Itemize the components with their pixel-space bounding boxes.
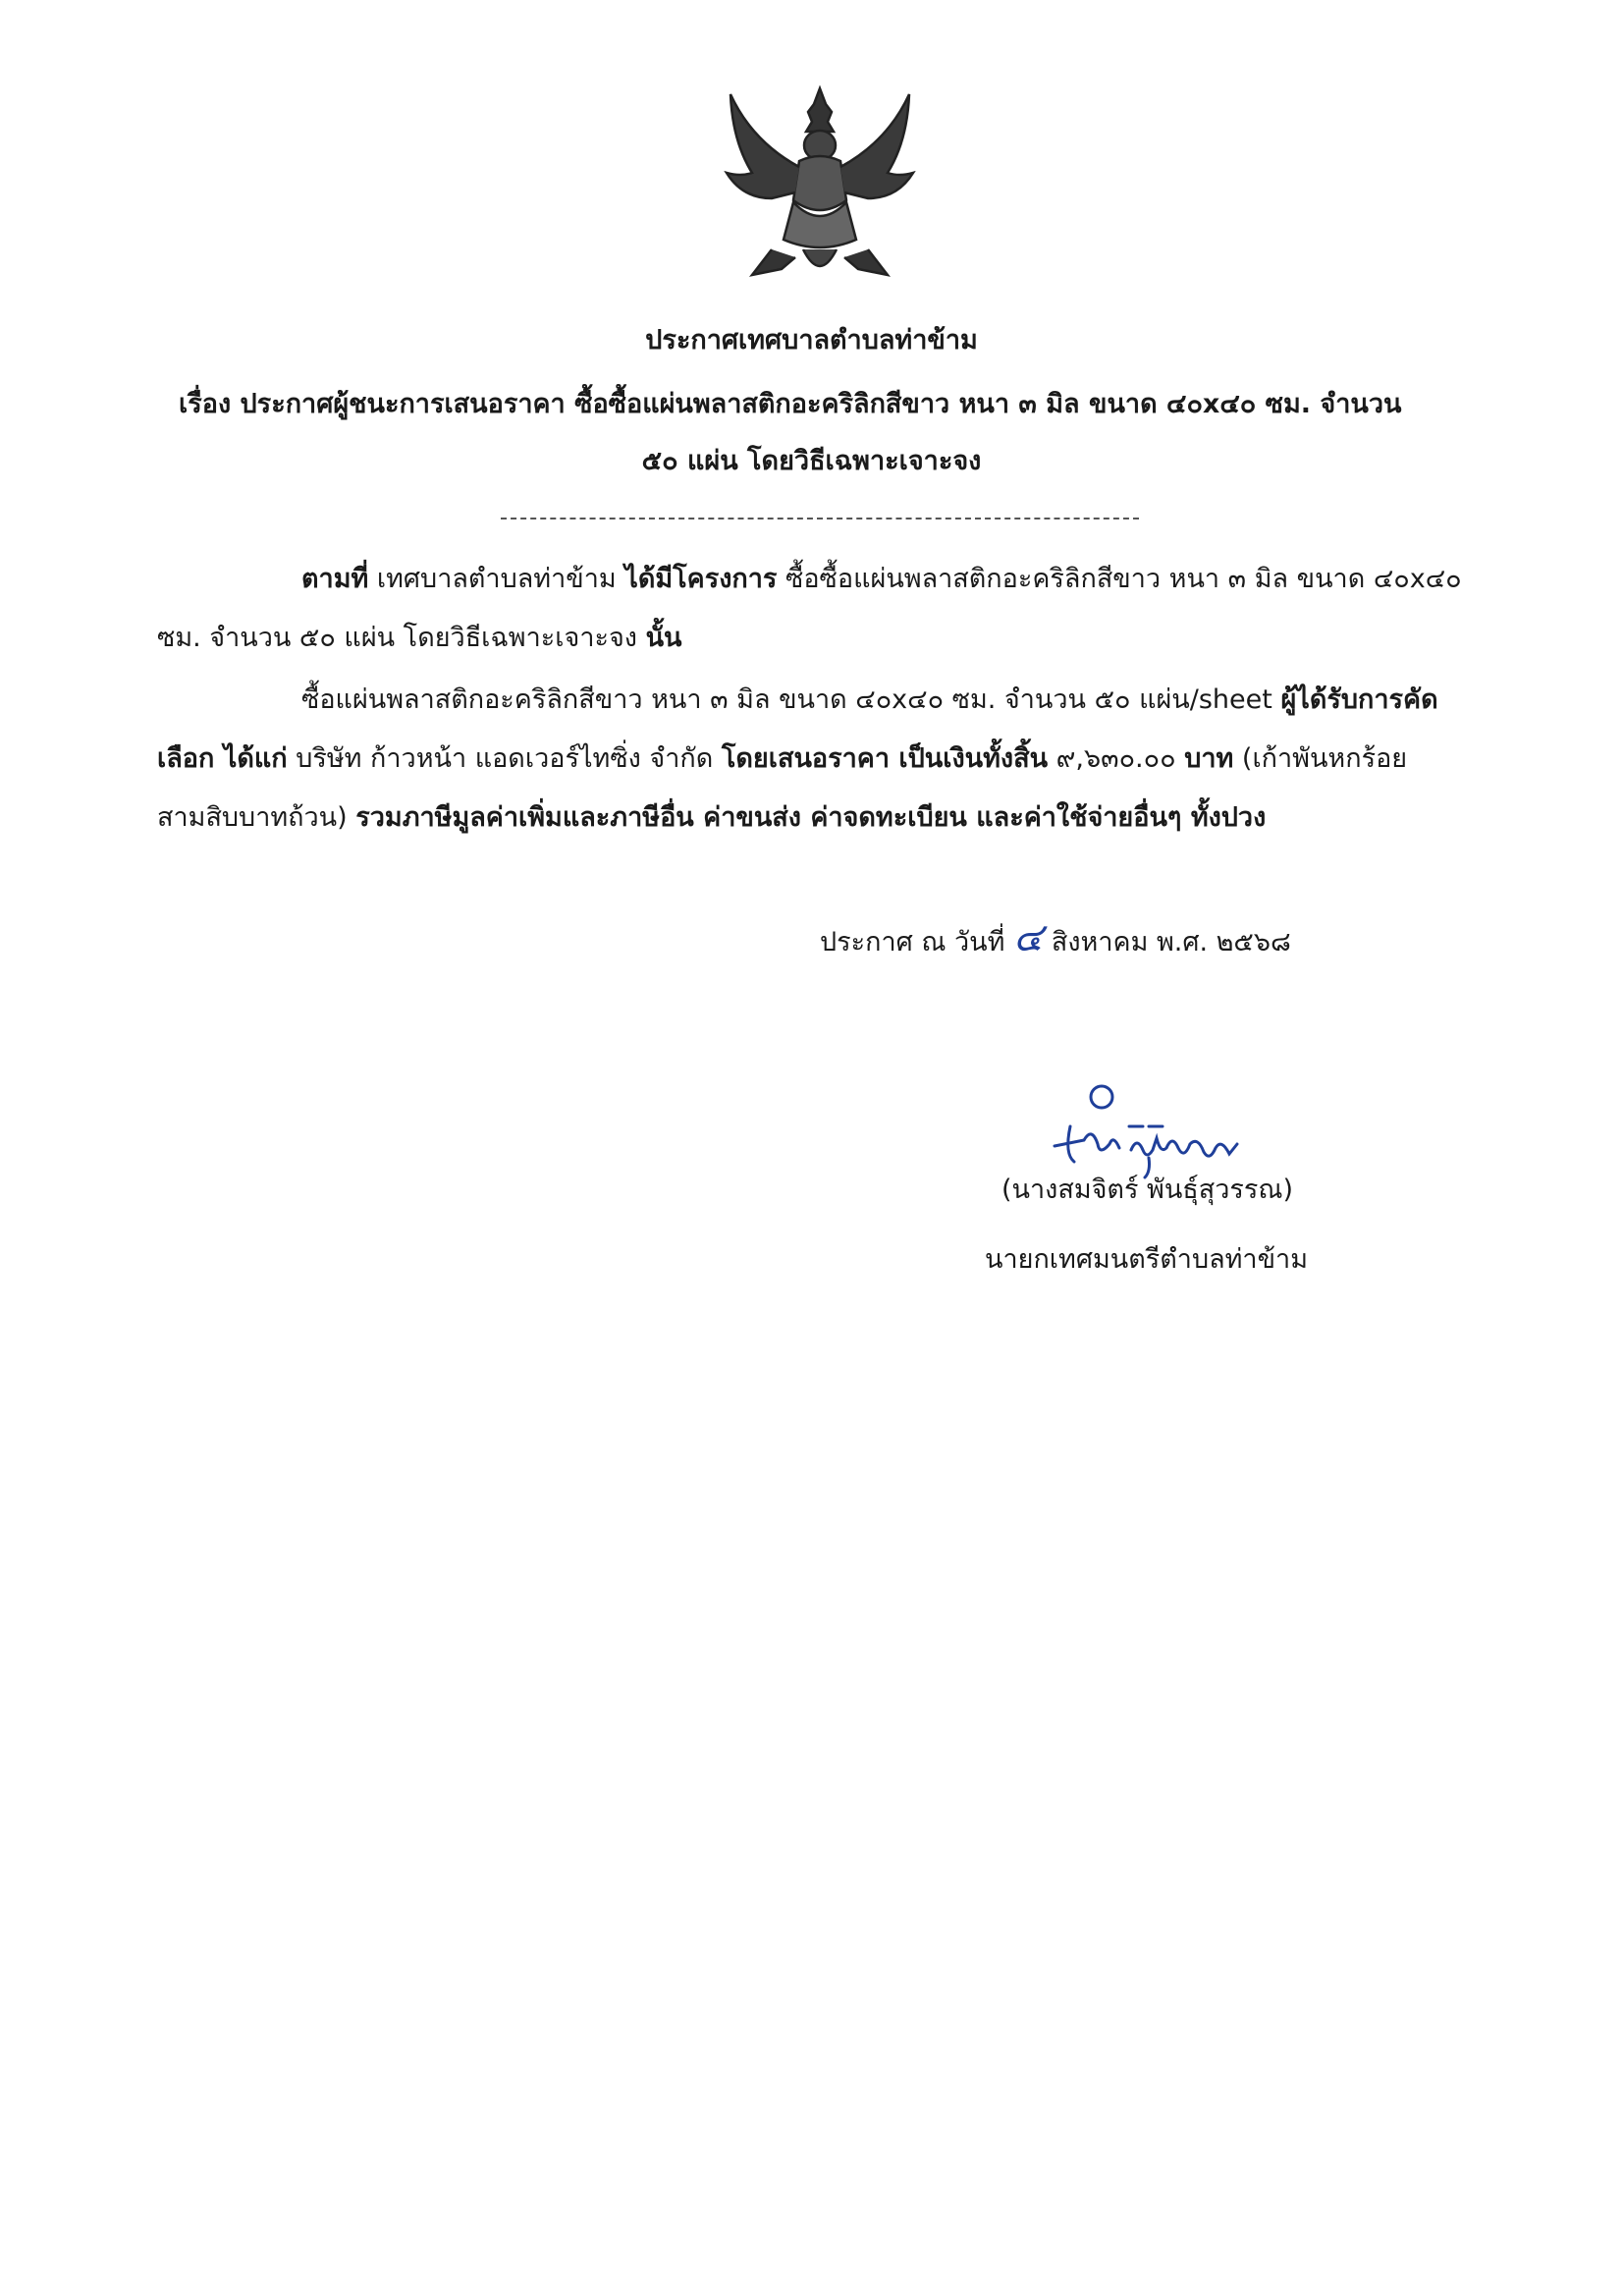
paragraph-2-line-2 (157, 739, 1407, 779)
signatory-position: นายกเทศมนตรีตำบลท่าข้าม (985, 1244, 1308, 1275)
p2-price: ๙,๖๓๐.๐๐ (1055, 743, 1176, 774)
p1-project-cont: ซม. จำนวน ๕๐ แผ่น โดยวิธีเฉพาะเจาะจง (157, 623, 637, 653)
p1-intro: ตามที่ (301, 564, 369, 594)
paragraph-1-line-2 (157, 619, 682, 658)
p2-price-words: (เก้าพันหกร้อย (1241, 743, 1408, 774)
p1-project: ซื้อซื้อแผ่นพลาสติกอะคริลิกสีขาว หนา ๓ มิล ขนาด ๔๐x๔๐ (785, 564, 1462, 594)
divider (501, 518, 1139, 519)
p2-company: บริษัท ก้าวหน้า แอดเวอร์ไทซิ่ง จำกัด (296, 743, 714, 774)
p2-winner-label: ผู้ได้รับการคัด (1280, 684, 1438, 715)
p2-item: ซื้อแผ่นพลาสติกอะคริลิกสีขาว หนา ๓ มิล ขนาด ๔๐x๔๐ ซม. จำนวน ๕๐ แผ่น/sheet (301, 684, 1272, 715)
date-prefix: ประกาศ ณ วันที่ (820, 927, 1005, 957)
garuda-emblem-icon (713, 82, 927, 291)
signatory-name: (นางสมจิตร์ พันธุ์สุวรรณ) (1001, 1175, 1294, 1205)
p2-currency: บาท (1184, 743, 1234, 774)
subject-line-2: ๕๐ แผ่น โดยวิธีเฉพาะเจาะจง (641, 446, 982, 476)
p1-agency: เทศบาลตำบลท่าข้าม (376, 564, 617, 594)
p1-end: นั้น (645, 623, 682, 653)
signature-mark (1041, 1075, 1286, 1183)
document-title: ประกาศเทศบาลตำบลท่าข้าม (645, 325, 978, 355)
p2-price-words-cont: สามสิบบาทถ้วน) (157, 802, 348, 833)
date-month-year: สิงหาคม พ.ศ. ๒๕๖๘ (1051, 927, 1291, 957)
p2-inclusions: รวมภาษีมูลค่าเพิ่มและภาษีอื่น ค่าขนส่ง ค่าจดทะเบียน และค่าใช้จ่ายอื่นๆ ทั้งปวง (355, 802, 1267, 833)
subject-line-1 (179, 385, 1401, 424)
subject-text-1: ประกาศผู้ชนะการเสนอราคา ซื้อซื้อแผ่นพลาสติกอะคริลิกสีขาว หนา ๓ มิล ขนาด ๔๐x๔๐ ซม. จำนวน (240, 389, 1402, 419)
announcement-date (820, 915, 1291, 962)
subject-label: เรื่อง (179, 389, 232, 419)
paragraph-1-line-1 (301, 560, 1462, 599)
p1-project-label: ได้มีโครงการ (624, 564, 778, 594)
p2-winner-label-cont: เลือก ได้แก่ (157, 743, 288, 774)
date-day: ๔ (1013, 915, 1044, 960)
p2-price-label: โดยเสนอราคา เป็นเงินทั้งสิ้น (721, 743, 1049, 774)
paragraph-2-line-3 (157, 798, 1266, 838)
paragraph-2-line-1 (301, 681, 1438, 720)
